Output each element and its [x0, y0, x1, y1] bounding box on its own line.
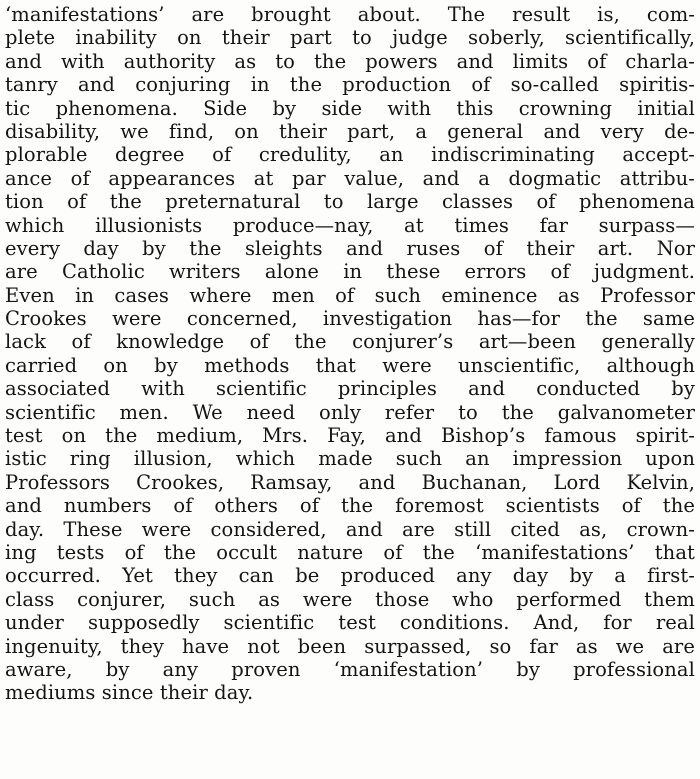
text-line: tanry and conjuring in the production of so-called spiritis-: [5, 73, 695, 97]
text-line: Even in cases where men of such eminence as Professor: [5, 283, 695, 307]
text-line: under supposedly scientific test conditions. And, for real: [5, 611, 695, 635]
text-line: which illusionists produce—nay, at times far surpass—: [5, 213, 695, 237]
text-line: aware, by any proven ‘manifestation’ by professional: [5, 657, 695, 681]
text-line: ingenuity, they have not been surpassed, so far as we are: [5, 634, 695, 658]
text-line: lack of knowledge of the conjurer’s art—been generally: [5, 330, 695, 354]
text-line: tion of the preternatural to large classes of phenomena: [5, 190, 695, 214]
text-line: Professors Crookes, Ramsay, and Buchanan, Lord Kelvin,: [5, 470, 695, 494]
text-line: mediums since their day.: [5, 681, 254, 705]
text-line: carried on by methods that were unscientific, although: [5, 353, 695, 377]
text-line: class conjurer, such as were those who performed them: [5, 587, 695, 611]
text-line: are Catholic writers alone in these errors of judgment.: [5, 260, 695, 284]
text-line: Crookes were concerned, investigation has—for the same: [5, 307, 695, 331]
text-line: day. These were considered, and are still cited as, crown-: [5, 517, 695, 541]
text-line: associated with scientific principles and conducted by: [5, 377, 695, 401]
text-line: and numbers of others of the foremost scientists of the: [5, 494, 695, 518]
body-paragraph: [5, 3, 695, 705]
text-line: and with authority as to the powers and limits of charla-: [5, 49, 695, 73]
text-line: scientific men. We need only refer to the galvanometer: [5, 400, 695, 424]
text-line: plete inability on their part to judge soberly, scientifically,: [5, 26, 695, 50]
text-line: plorable degree of credulity, an indiscriminating accept-: [5, 143, 695, 167]
text-line: ‘manifestations’ are brought about. The result is, com-: [5, 3, 695, 26]
text-line: disability, we find, on their part, a general and very de-: [5, 119, 695, 143]
text-line: ance of appearances at par value, and a dogmatic attribu-: [5, 166, 695, 190]
text-line: ing tests of the occult nature of the ‘manifestations’ that: [5, 540, 695, 564]
text-line: every day by the sleights and ruses of their art. Nor: [5, 236, 695, 260]
text-line: tic phenomena. Side by side with this crowning initial: [5, 96, 695, 120]
text-line: istic ring illusion, which made such an impression upon: [5, 447, 695, 471]
text-line: test on the medium, Mrs. Fay, and Bishop’s famous spirit-: [5, 424, 695, 448]
text-line: occurred. Yet they can be produced any day by a first-: [5, 564, 695, 588]
